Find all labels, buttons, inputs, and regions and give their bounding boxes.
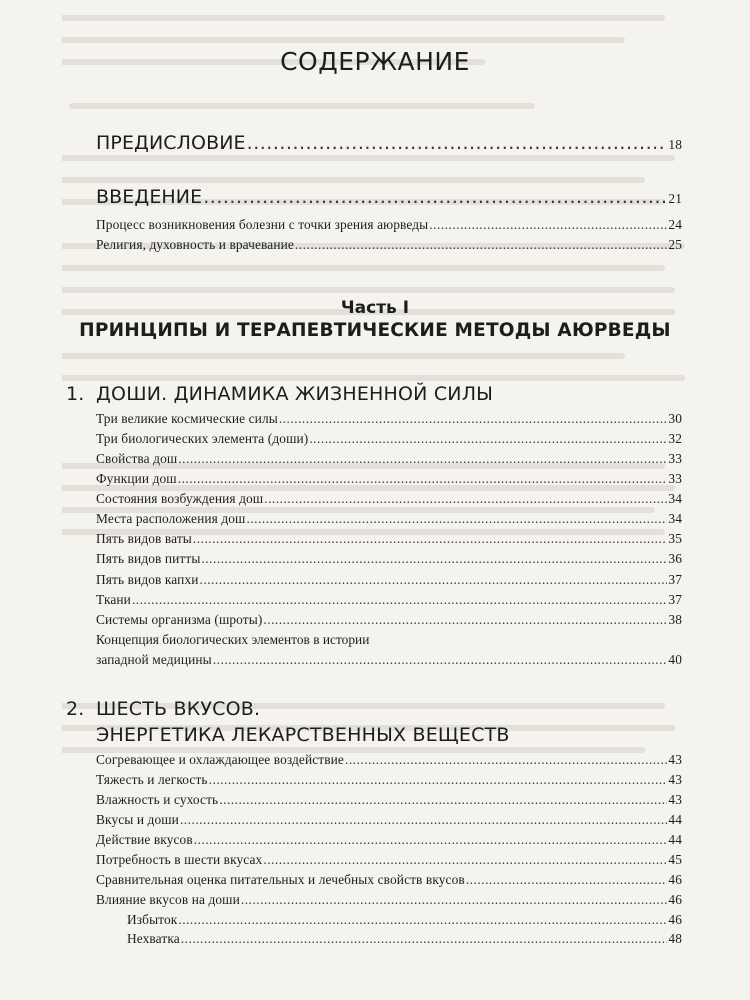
entry-page: 25 bbox=[668, 237, 682, 252]
entry-label: Нехватка bbox=[127, 931, 180, 946]
entry-label: Пять видов капхи bbox=[96, 572, 199, 587]
leader-dots bbox=[247, 132, 668, 154]
toc-entry[interactable] bbox=[96, 612, 682, 628]
chapter-title: ДОШИ. ДИНАМИКА ЖИЗНЕННОЙ СИЛЫ bbox=[96, 383, 494, 405]
entry-page: 30 bbox=[668, 411, 682, 426]
toc-entry-intro[interactable] bbox=[96, 186, 682, 208]
leader-dots bbox=[180, 812, 667, 828]
leader-dots bbox=[181, 931, 668, 947]
chapter-number: 2. bbox=[66, 698, 85, 720]
toc-entry-line1[interactable]: Концепция биологических элементов в истории bbox=[96, 632, 370, 647]
toc-entry[interactable] bbox=[96, 772, 682, 788]
leader-dots bbox=[264, 491, 667, 507]
leader-dots bbox=[194, 832, 668, 848]
entry-label: западной медицины bbox=[96, 652, 212, 667]
leader-dots bbox=[209, 772, 668, 788]
chapter-1-heading[interactable] bbox=[66, 381, 493, 407]
leader-dots bbox=[193, 531, 668, 547]
toc-entry[interactable] bbox=[96, 511, 682, 527]
entry-page: 24 bbox=[668, 217, 682, 232]
entry-page: 45 bbox=[668, 852, 682, 867]
toc-entry[interactable] bbox=[96, 852, 682, 868]
entry-label: Влияние вкусов на доши bbox=[96, 892, 240, 907]
entry-page: 21 bbox=[668, 191, 682, 206]
entry-label: Потребность в шести вкусах bbox=[96, 852, 263, 867]
toc-entry-preface[interactable] bbox=[96, 132, 682, 154]
entry-page: 46 bbox=[668, 912, 682, 927]
leader-dots bbox=[201, 551, 667, 567]
entry-label: Действие вкусов bbox=[96, 832, 193, 847]
entry-label: Процесс возникновения болезни с точки зрения аюрведы bbox=[96, 217, 429, 232]
entry-label: Влажность и сухость bbox=[96, 792, 219, 807]
entry-label: Тяжесть и легкость bbox=[96, 772, 208, 787]
entry-label: Согревающее и охлаждающее воздействие bbox=[96, 752, 344, 767]
entry-page: 40 bbox=[668, 652, 682, 667]
leader-dots bbox=[246, 511, 667, 527]
entry-label: Состояния возбуждения дош bbox=[96, 491, 264, 506]
entry-page: 36 bbox=[668, 551, 682, 566]
toc-entry[interactable] bbox=[96, 471, 682, 487]
entry-label: Избыток bbox=[127, 912, 178, 927]
leader-dots bbox=[466, 872, 668, 888]
toc-entry[interactable] bbox=[96, 872, 682, 888]
entry-page: 44 bbox=[668, 812, 682, 827]
entry-page: 43 bbox=[668, 792, 682, 807]
chapter-title-line2: ЭНЕРГЕТИКА ЛЕКАРСТВЕННЫХ ВЕЩЕСТВ bbox=[96, 724, 510, 746]
toc-entry[interactable] bbox=[96, 812, 682, 828]
entry-label: Вкусы и доши bbox=[96, 812, 179, 827]
toc-entry[interactable] bbox=[96, 491, 682, 507]
leader-dots bbox=[263, 612, 667, 628]
leader-dots bbox=[263, 852, 667, 868]
toc-entry[interactable] bbox=[96, 892, 682, 908]
leader-dots bbox=[295, 237, 667, 253]
chapter-2-heading[interactable] bbox=[66, 696, 510, 748]
leader-dots bbox=[200, 572, 668, 588]
toc-entry[interactable] bbox=[96, 237, 682, 253]
leader-dots bbox=[178, 912, 667, 928]
entry-label: Системы организма (шроты) bbox=[96, 612, 263, 627]
entry-label: Религия, духовность и врачевание bbox=[96, 237, 294, 252]
leader-dots bbox=[279, 411, 668, 427]
toc-entry[interactable] bbox=[96, 832, 682, 848]
entry-page: 34 bbox=[668, 511, 682, 526]
toc-entry[interactable] bbox=[96, 411, 682, 427]
leader-dots bbox=[219, 792, 667, 808]
toc-entry[interactable] bbox=[96, 431, 682, 447]
toc-entry[interactable] bbox=[96, 592, 682, 608]
toc-entry[interactable] bbox=[96, 217, 682, 233]
entry-page: 33 bbox=[668, 451, 682, 466]
entry-page: 32 bbox=[668, 431, 682, 446]
entry-page: 37 bbox=[668, 592, 682, 607]
entry-label: Свойства дош bbox=[96, 451, 178, 466]
entry-page: 43 bbox=[668, 772, 682, 787]
entry-page: 35 bbox=[668, 531, 682, 546]
part-title: ПРИНЦИПЫ И ТЕРАПЕВТИЧЕСКИЕ МЕТОДЫ АЮРВЕДЫ bbox=[79, 320, 671, 341]
toc-subentry[interactable] bbox=[127, 912, 682, 928]
leader-dots bbox=[132, 592, 667, 608]
toc-entry[interactable] bbox=[96, 792, 682, 808]
entry-label: ПРЕДИСЛОВИЕ bbox=[96, 132, 246, 154]
entry-page: 43 bbox=[668, 752, 682, 767]
leader-dots bbox=[213, 652, 668, 668]
leader-dots bbox=[309, 431, 667, 447]
toc-entry[interactable] bbox=[96, 752, 682, 768]
toc-subentry[interactable] bbox=[127, 931, 682, 947]
toc-entry[interactable] bbox=[96, 652, 682, 668]
entry-label: Пять видов ваты bbox=[96, 531, 192, 546]
leader-dots bbox=[178, 451, 667, 467]
entry-page: 44 bbox=[668, 832, 682, 847]
part-label: Часть I bbox=[340, 298, 410, 318]
entry-page: 46 bbox=[668, 892, 682, 907]
leader-dots bbox=[241, 892, 668, 908]
entry-page: 33 bbox=[668, 471, 682, 486]
entry-page: 18 bbox=[668, 137, 682, 152]
leader-dots bbox=[429, 217, 667, 233]
entry-page: 48 bbox=[668, 931, 682, 946]
toc-entry[interactable] bbox=[96, 531, 682, 547]
leader-dots bbox=[345, 752, 667, 768]
entry-label: Сравнительная оценка питательных и лечебных свойств вкусов bbox=[96, 872, 465, 887]
toc-entry[interactable] bbox=[96, 572, 682, 588]
entry-page: 38 bbox=[668, 612, 682, 627]
entry-label: Три великие космические силы bbox=[96, 411, 278, 426]
leader-dots bbox=[203, 186, 667, 208]
leader-dots bbox=[178, 471, 668, 487]
entry-label: ВВЕДЕНИЕ bbox=[96, 186, 203, 208]
toc-entry[interactable] bbox=[96, 451, 682, 467]
page-title: СОДЕРЖАНИЕ bbox=[280, 47, 470, 76]
entry-page: 46 bbox=[668, 872, 682, 887]
entry-label: Пять видов питты bbox=[96, 551, 201, 566]
entry-page: 37 bbox=[668, 572, 682, 587]
chapter-number: 1. bbox=[66, 383, 85, 405]
entry-page: 34 bbox=[668, 491, 682, 506]
chapter-title: ШЕСТЬ ВКУСОВ. bbox=[96, 698, 261, 720]
entry-label: Функции дош bbox=[96, 471, 177, 486]
entry-label: Три биологических элемента (доши) bbox=[96, 431, 309, 446]
entry-label: Места расположения дош bbox=[96, 511, 246, 526]
toc-entry[interactable] bbox=[96, 551, 682, 567]
entry-label: Ткани bbox=[96, 592, 131, 607]
